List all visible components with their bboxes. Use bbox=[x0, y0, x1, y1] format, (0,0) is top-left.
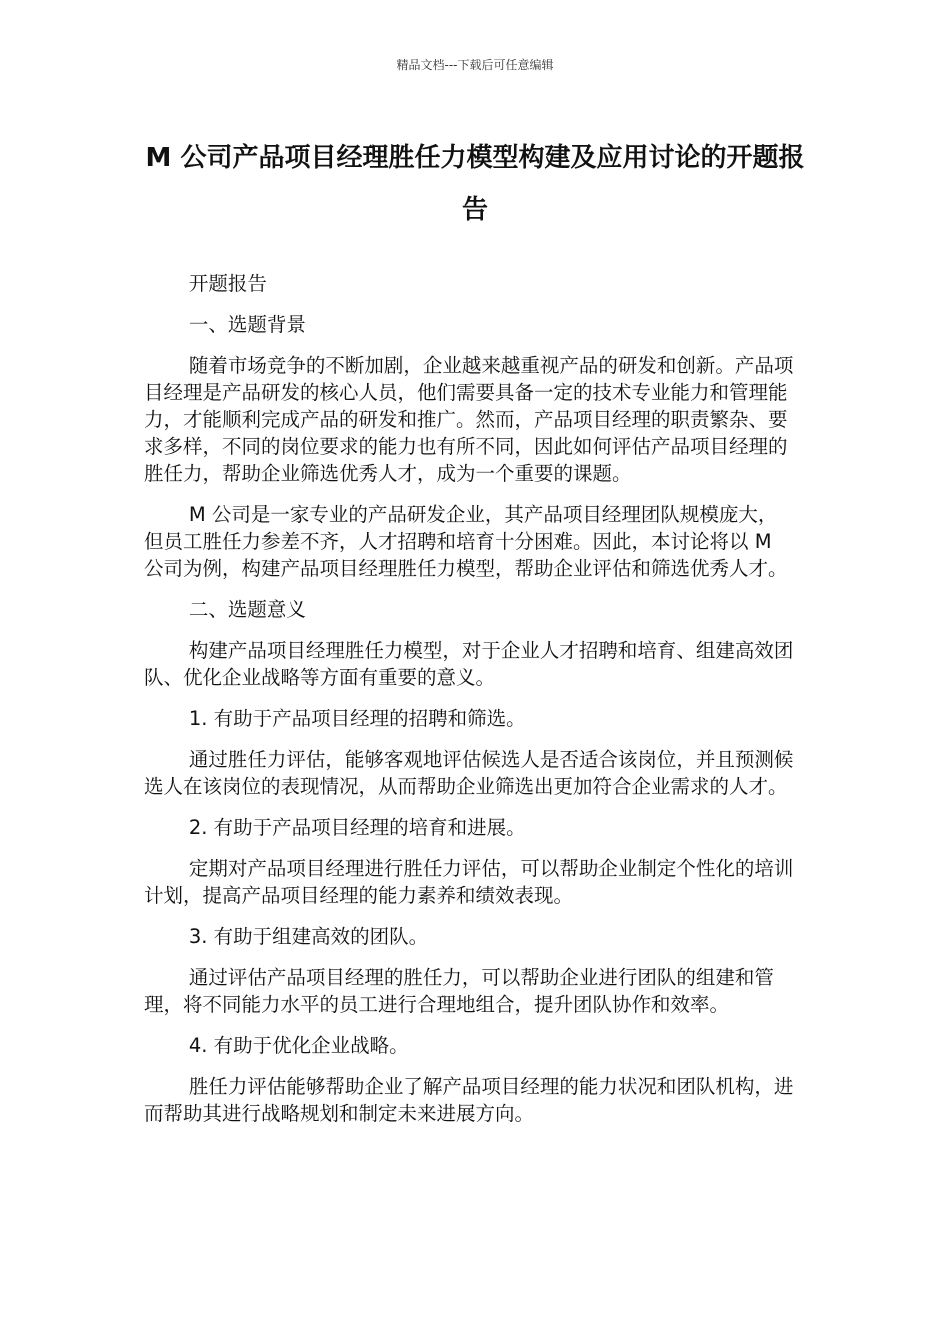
page-header: 精品文档---下载后可任意编辑 bbox=[396, 58, 554, 72]
paragraph: M 公司是一家专业的产品研发企业，其产品项目经理团队规模庞大，但员工胜任力参差不齐，人才招聘和培育十分困难。因此，本讨论将以 M 公司为例，构建产品项目经理胜任力模型，帮助企业评估和筛选优秀人才。 bbox=[144, 503, 788, 580]
list-item-heading: 3. 有助于组建高效的团队。 bbox=[188, 925, 429, 948]
paragraph: 胜任力评估能够帮助企业了解产品项目经理的能力状况和团队机构，进而帮助其进行战略规划和制定未来进展方向。 bbox=[144, 1075, 794, 1125]
paragraph: 构建产品项目经理胜任力模型，对于企业人才招聘和培育、组建高效团队、优化企业战略等方面有重要的意义。 bbox=[144, 639, 794, 689]
paragraph: 定期对产品项目经理进行胜任力评估，可以帮助企业制定个性化的培训计划，提高产品项目经理的能力素养和绩效表现。 bbox=[144, 857, 794, 907]
list-item-heading: 1. 有助于产品项目经理的招聘和筛选。 bbox=[188, 707, 526, 730]
list-item-heading: 2. 有助于产品项目经理的培育和进展。 bbox=[188, 816, 526, 839]
document-body bbox=[144, 270, 796, 1141]
paragraph: 随着市场竞争的不断加剧，企业越来越重视产品的研发和创新。产品项目经理是产品研发的核心人员，他们需要具备一定的技术专业能力和管理能力，才能顺利完成产品的研发和推广。然而，产品项目经理的职责繁杂、要求多样，不同的岗位要求的能力也有所不同，因此如何评估产品项目经理的胜任力，帮助企业筛选优秀人才，成为一个重要的课题。 bbox=[144, 354, 794, 485]
paragraph: 通过胜任力评估，能够客观地评估候选人是否适合该岗位，并且预测候选人在该岗位的表现情况，从而帮助企业筛选出更加符合企业需求的人才。 bbox=[144, 748, 794, 798]
paragraph-report-label: 开题报告 bbox=[188, 272, 267, 295]
document-title: M 公司产品项目经理胜任力模型构建及应用讨论的开题报告 bbox=[145, 143, 805, 225]
list-item-heading: 4. 有助于优化企业战略。 bbox=[188, 1034, 409, 1057]
section-heading-background: 一、选题背景 bbox=[188, 313, 306, 336]
section-heading-significance: 二、选题意义 bbox=[188, 598, 306, 621]
paragraph: 通过评估产品项目经理的胜任力，可以帮助企业进行团队的组建和管理，将不同能力水平的员工进行合理地组合，提升团队协作和效率。 bbox=[144, 966, 774, 1016]
